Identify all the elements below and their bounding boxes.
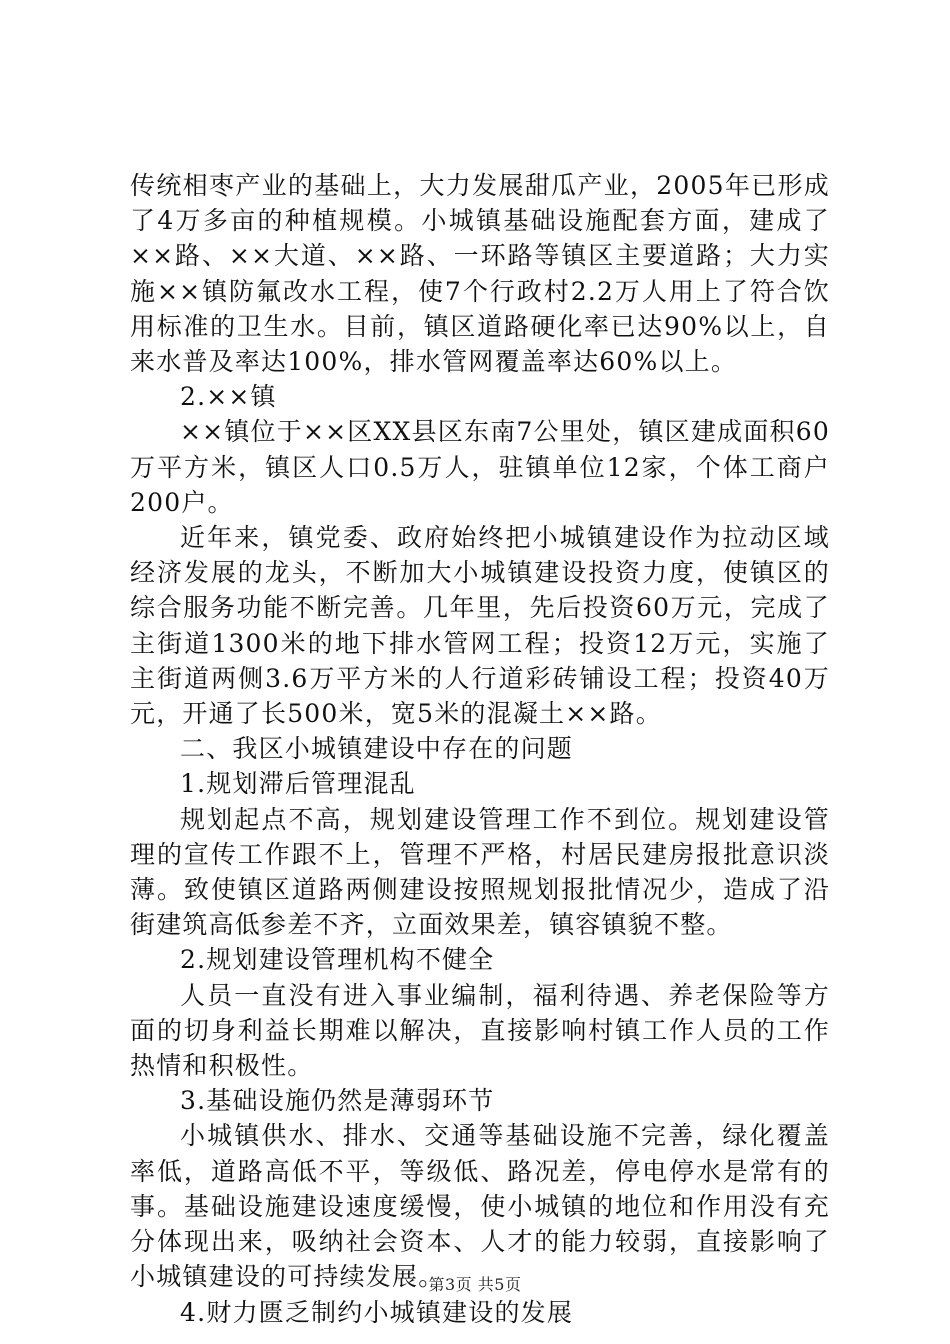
paragraph-town-2-investment: 近年来，镇党委、政府始终把小城镇建设作为拉动区域经济发展的龙头，不断加大小城镇建设投资力度，使镇区的综合服务功能不断完善。几年里，先后投资60万元，完成了主街道1300米的地下排水管网工程；投资12万元，实施了主街道两侧3.6万平方米的人行道彩砖铺设工程；投资40万元，开通了长500米，宽5米的混凝土××路。 [130,523,830,729]
paragraph-1: 传统相枣产业的基础上，大力发展甜瓜产业，2005年已形成了4万多亩的种植规模。小城镇基础设施配套方面，建成了××路、××大道、××路、一环路等镇区主要道路；大力实施××镇防氟改水工程，使7个行政村2.2万人用上了符合饮用标准的卫生水。目前，镇区道路硬化率已达90%以上，自来水普及率达100%，排水管网覆盖率达60%以上。 [130,171,830,377]
heading-problem-3: 3.基础设施仍然是薄弱环节 [180,1086,495,1116]
paragraph-problem-1: 规划起点不高，规划建设管理工作不到位。规划建设管理的宣传工作跟不上，管理不严格，村居民建房报批意识淡薄。致使镇区道路两侧建设按照规划报批情况少，造成了沿街建筑高低参差不齐，立面效果差，镇容镇貌不整。 [130,804,830,940]
paragraph-town-2-location: ××镇位于××区XX县区东南7公里处，镇区建成面积60万平方米，镇区人口0.5万人，驻镇单位12家，个体工商户200户。 [130,417,830,517]
heading-town-2: 2.××镇 [180,382,277,412]
paragraph-problem-3: 小城镇供水、排水、交通等基础设施不完善，绿化覆盖率低，道路高低不平，等级低、路况差，停电停水是常有的事。基础设施建设速度缓慢，使小城镇的地位和作用没有充分体现出来，吸纳社会资本、人才的能力较弱，直接影响了小城镇建设的可持续发展。 [130,1121,830,1292]
heading-section-2: 二、我区小城镇建设中存在的问题 [180,734,574,764]
page-footer: 第3页 共5页 [428,1275,522,1294]
document-body [130,168,830,1330]
heading-problem-2: 2.规划建设管理机构不健全 [180,945,495,975]
paragraph-problem-2: 人员一直没有进入事业编制，福利待遇、养老保险等方面的切身利益长期难以解决，直接影响村镇工作人员的工作热情和积极性。 [130,980,830,1081]
heading-problem-1: 1.规划滞后管理混乱 [180,769,416,799]
heading-problem-4: 4.财力匮乏制约小城镇建设的发展 [180,1297,574,1327]
